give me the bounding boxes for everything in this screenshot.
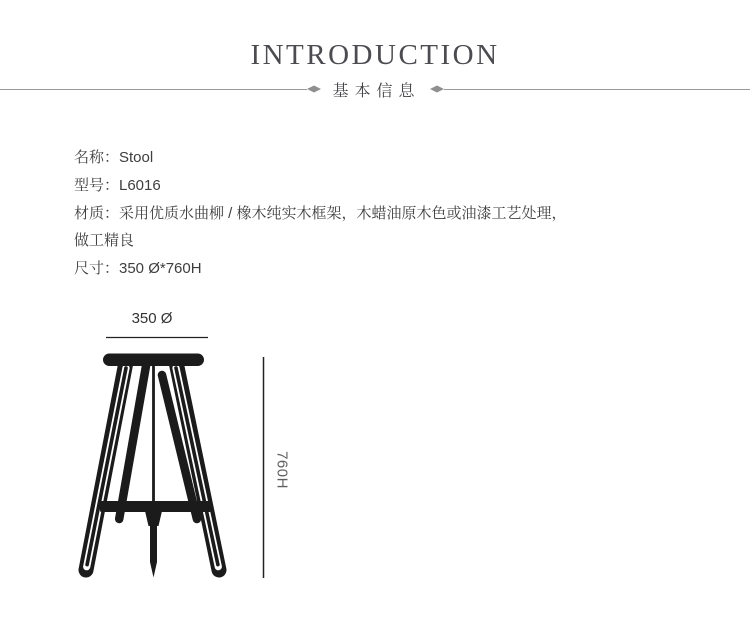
stool-center-post <box>150 518 157 578</box>
info-line-material: 材质：采用优质水曲柳 / 橡木纯实木框架，木蜡油原木色或油漆工艺处理， <box>74 204 567 222</box>
width-dimension-label: 350 Ø <box>131 310 173 327</box>
info-line-material-cont: 做工精良 <box>74 232 135 250</box>
dimension-diagram <box>60 300 320 600</box>
subtitle-divider <box>0 77 750 101</box>
stool-line-drawing <box>60 300 320 600</box>
info-line-model: 型号：L6016 <box>74 176 161 194</box>
diamond-arrow-right-icon <box>430 85 444 93</box>
stool-seat <box>103 354 204 367</box>
product-info <box>74 144 694 283</box>
divider-line-right <box>444 89 750 90</box>
divider-line-left <box>0 89 307 90</box>
height-dimension-label: 760H <box>273 451 291 489</box>
stool-left-leg <box>86 362 126 570</box>
stool-crossbar <box>100 501 211 512</box>
section-title: INTRODUCTION <box>250 39 500 71</box>
section-subtitle: 基本信息 <box>332 82 421 100</box>
diamond-arrow-left-icon <box>307 85 321 93</box>
info-line-name: 名称：Stool <box>74 149 154 166</box>
info-line-size: 尺寸：350 Ø*760H <box>74 260 202 278</box>
